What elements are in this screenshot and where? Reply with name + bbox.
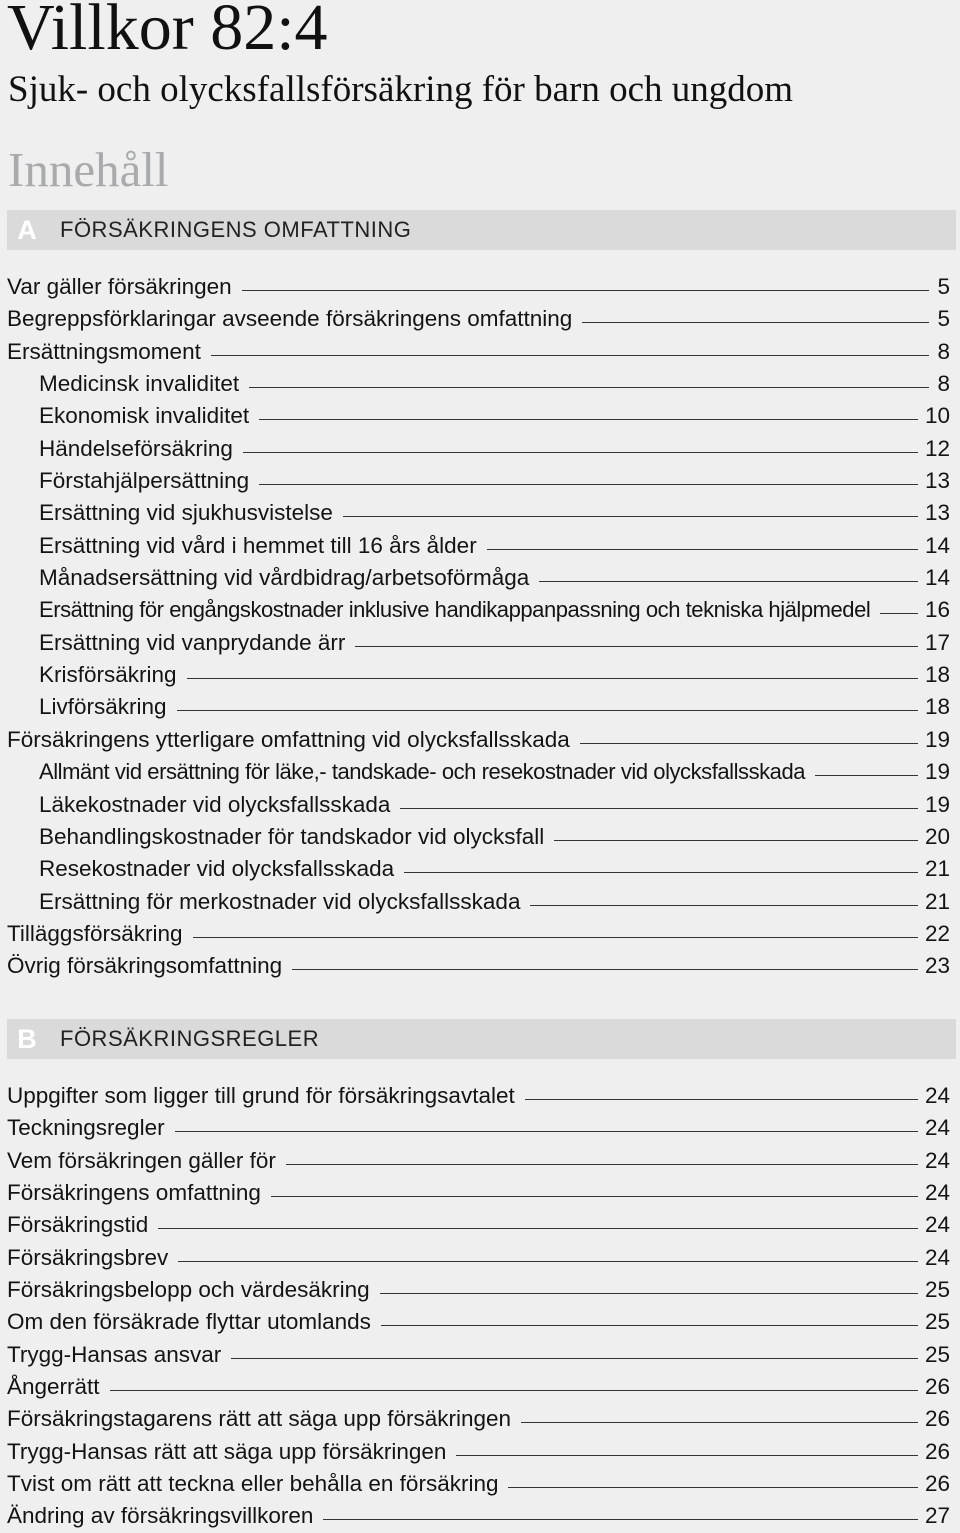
toc-entry-page: 24 bbox=[924, 1083, 950, 1108]
toc-entry-page: 27 bbox=[924, 1503, 950, 1529]
toc-entry-page: 18 bbox=[924, 694, 950, 720]
dot-leader bbox=[880, 613, 918, 614]
dot-leader bbox=[187, 678, 918, 679]
toc-entry[interactable] bbox=[7, 1209, 950, 1241]
toc-entry-label: Försäkringstagarens rätt att säga upp försäkringen bbox=[7, 1406, 512, 1432]
dot-leader bbox=[554, 840, 918, 841]
toc-entry-page: 26 bbox=[924, 1438, 950, 1464]
toc-entry-page: 14 bbox=[924, 532, 950, 558]
toc-entry-page: 25 bbox=[924, 1277, 950, 1303]
dot-leader bbox=[271, 1196, 918, 1197]
toc-entry[interactable] bbox=[7, 1274, 950, 1306]
toc-entry-label: Månadsersättning vid vårdbidrag/arbetsoförmåga bbox=[39, 565, 530, 591]
section-b-toc bbox=[7, 1080, 950, 1533]
toc-entry-label: Ersättning för merkostnader vid olycksfallsskada bbox=[39, 888, 521, 914]
section-a-toc bbox=[7, 271, 950, 983]
toc-entry-page: 24 bbox=[924, 1244, 950, 1270]
dot-leader bbox=[381, 1325, 918, 1326]
toc-entry-page: 5 bbox=[937, 274, 950, 299]
toc-entry[interactable] bbox=[7, 1403, 950, 1435]
contents-heading: Innehåll bbox=[8, 142, 169, 197]
dot-leader bbox=[286, 1164, 918, 1165]
dot-leader bbox=[177, 710, 918, 711]
toc-subentry[interactable] bbox=[7, 433, 950, 465]
toc-entry-label: Allmänt vid ersättning för läke,- tandskade- och resekostnader vid olycksfallsskada bbox=[39, 759, 806, 785]
toc-entry[interactable] bbox=[7, 1112, 950, 1144]
toc-subentry[interactable] bbox=[7, 627, 950, 659]
section-a-header bbox=[7, 210, 956, 250]
toc-entry-page: 19 bbox=[924, 726, 950, 752]
toc-entry-page: 20 bbox=[924, 823, 950, 849]
toc-entry-page: 13 bbox=[924, 500, 950, 526]
section-b-title: FÖRSÄKRINGSREGLER bbox=[60, 1026, 320, 1051]
toc-entry-page: 21 bbox=[924, 888, 950, 914]
dot-leader bbox=[343, 516, 918, 517]
toc-entry-page: 21 bbox=[924, 856, 950, 882]
dot-leader bbox=[530, 905, 918, 906]
toc-entry[interactable] bbox=[7, 271, 950, 303]
toc-entry[interactable] bbox=[7, 1371, 950, 1403]
toc-entry-page: 24 bbox=[924, 1212, 950, 1238]
dot-leader bbox=[582, 322, 929, 323]
toc-entry-label: Medicinsk invaliditet bbox=[39, 371, 240, 397]
dot-leader bbox=[211, 355, 929, 356]
toc-entry[interactable] bbox=[7, 303, 950, 335]
toc-entry-label: Trygg-Hansas rätt att säga upp försäkringen bbox=[7, 1438, 447, 1464]
toc-subentry[interactable] bbox=[7, 562, 950, 594]
toc-entry-label: Livförsäkring bbox=[39, 694, 167, 720]
dot-leader bbox=[580, 743, 918, 744]
toc-entry-label: Ersättning för engångskostnader inklusive handikappanpassning och tekniska hjälpmedel bbox=[39, 597, 871, 623]
toc-subentry[interactable] bbox=[7, 659, 950, 691]
dot-leader bbox=[110, 1390, 918, 1391]
toc-subentry[interactable] bbox=[7, 821, 950, 853]
toc-entry-page: 25 bbox=[924, 1341, 950, 1367]
dot-leader bbox=[456, 1455, 918, 1456]
toc-entry-page: 26 bbox=[924, 1374, 950, 1400]
toc-entry-label: Begreppsförklaringar avseende försäkringens omfattning bbox=[7, 306, 573, 332]
toc-subentry[interactable] bbox=[7, 465, 950, 497]
toc-entry[interactable] bbox=[7, 1145, 950, 1177]
toc-entry-label: Försäkringens omfattning bbox=[7, 1180, 261, 1206]
toc-entry[interactable] bbox=[7, 724, 950, 756]
toc-entry-page: 16 bbox=[924, 597, 950, 623]
toc-entry-label: Ersättning vid vård i hemmet till 16 års ålder bbox=[39, 532, 477, 558]
toc-entry-label: Vem försäkringen gäller för bbox=[7, 1147, 276, 1173]
toc-entry-label: Försäkringstid bbox=[7, 1212, 149, 1238]
toc-entry-page: 24 bbox=[924, 1147, 950, 1173]
dot-leader bbox=[380, 1293, 918, 1294]
toc-entry-page: 26 bbox=[924, 1471, 950, 1497]
section-b-letter: B bbox=[17, 1023, 37, 1054]
toc-entry-page: 8 bbox=[937, 371, 950, 397]
toc-entry[interactable] bbox=[7, 336, 950, 368]
toc-subentry[interactable] bbox=[7, 368, 950, 400]
toc-entry-label: Ersättning vid sjukhusvistelse bbox=[39, 500, 333, 526]
toc-entry[interactable] bbox=[7, 918, 950, 950]
toc-entry-page: 19 bbox=[924, 791, 950, 817]
section-a-title: FÖRSÄKRINGENS OMFATTNING bbox=[60, 217, 412, 242]
dot-leader bbox=[815, 775, 918, 776]
toc-entry-label: Ersättning vid vanprydande ärr bbox=[39, 629, 346, 655]
toc-entry[interactable] bbox=[7, 1080, 950, 1112]
toc-entry-page: 14 bbox=[924, 565, 950, 591]
toc-entry[interactable] bbox=[7, 950, 950, 982]
dot-leader bbox=[539, 581, 918, 582]
toc-entry-label: Uppgifter som ligger till grund för försäkringsavtalet bbox=[7, 1083, 515, 1108]
dot-leader bbox=[521, 1422, 918, 1423]
dot-leader bbox=[231, 1358, 918, 1359]
dot-leader bbox=[193, 937, 918, 938]
toc-subentry[interactable] bbox=[7, 530, 950, 562]
toc-entry-label: Försäkringsbrev bbox=[7, 1244, 169, 1270]
toc-entry-page: 10 bbox=[924, 403, 950, 429]
toc-entry-label: Teckningsregler bbox=[7, 1115, 165, 1141]
toc-entry-label: Läkekostnader vid olycksfallsskada bbox=[39, 791, 391, 817]
toc-subentry[interactable] bbox=[7, 691, 950, 723]
toc-subentry[interactable] bbox=[7, 400, 950, 432]
toc-entry-label: Ångerrätt bbox=[7, 1374, 100, 1400]
toc-subentry[interactable] bbox=[7, 756, 950, 788]
toc-subentry[interactable] bbox=[7, 886, 950, 918]
toc-subentry[interactable] bbox=[7, 853, 950, 885]
document-subtitle: Sjuk- och olycksfallsförsäkring för barn och ungdom bbox=[8, 69, 794, 110]
toc-entry-label: Övrig försäkringsomfattning bbox=[7, 953, 283, 979]
dot-leader bbox=[242, 290, 929, 291]
toc-entry-label: Förstahjälpersättning bbox=[39, 468, 250, 494]
toc-entry[interactable] bbox=[7, 1468, 950, 1500]
toc-entry-label: Försäkringens ytterligare omfattning vid olycksfallsskada bbox=[7, 726, 570, 752]
dot-leader bbox=[158, 1228, 918, 1229]
dot-leader bbox=[249, 387, 929, 388]
toc-entry-label: Krisförsäkring bbox=[39, 662, 177, 688]
dot-leader bbox=[400, 808, 918, 809]
toc-entry[interactable] bbox=[7, 1242, 950, 1274]
dot-leader bbox=[292, 969, 918, 970]
dot-leader bbox=[243, 452, 918, 453]
document-title: Villkor 82:4 bbox=[7, 0, 328, 64]
toc-entry-page: 5 bbox=[937, 306, 950, 332]
toc-subentry[interactable] bbox=[7, 594, 950, 626]
toc-entry-page: 12 bbox=[924, 435, 950, 461]
toc-entry-page: 13 bbox=[924, 468, 950, 494]
toc-entry[interactable] bbox=[7, 1306, 950, 1338]
dot-leader bbox=[323, 1519, 918, 1520]
toc-entry-page: 26 bbox=[924, 1406, 950, 1432]
dot-leader bbox=[259, 484, 918, 485]
dot-leader bbox=[404, 872, 918, 873]
toc-entry-label: Ändring av försäkringsvillkoren bbox=[7, 1503, 314, 1529]
toc-entry-page: 18 bbox=[924, 662, 950, 688]
toc-entry-page: 23 bbox=[924, 953, 950, 979]
toc-entry[interactable] bbox=[7, 1436, 950, 1468]
toc-entry-label: Om den försäkrade flyttar utomlands bbox=[7, 1309, 371, 1335]
dot-leader bbox=[508, 1487, 917, 1488]
toc-entry-page: 24 bbox=[924, 1115, 950, 1141]
toc-entry-page: 19 bbox=[924, 759, 950, 785]
toc-entry-label: Ersättningsmoment bbox=[7, 338, 201, 364]
toc-entry-page: 25 bbox=[924, 1309, 950, 1335]
section-b-header bbox=[7, 1019, 956, 1059]
dot-leader bbox=[178, 1261, 918, 1262]
toc-subentry[interactable] bbox=[7, 497, 950, 529]
toc-entry-page: 24 bbox=[924, 1180, 950, 1206]
toc-entry-label: Försäkringsbelopp och värdesäkring bbox=[7, 1277, 370, 1303]
toc-entry-page: 8 bbox=[937, 338, 950, 364]
toc-entry-label: Händelseförsäkring bbox=[39, 435, 233, 461]
toc-entry-label: Trygg-Hansas ansvar bbox=[7, 1341, 222, 1367]
toc-entry-label: Tvist om rätt att teckna eller behålla en försäkring bbox=[7, 1471, 499, 1497]
dot-leader bbox=[487, 549, 918, 550]
toc-entry[interactable] bbox=[7, 1500, 950, 1532]
toc-entry-label: Tilläggsförsäkring bbox=[7, 920, 183, 946]
toc-entry-label: Var gäller försäkringen bbox=[7, 274, 232, 299]
toc-entry-label: Resekostnader vid olycksfallsskada bbox=[39, 856, 395, 882]
dot-leader bbox=[259, 419, 918, 420]
section-a-letter: A bbox=[17, 214, 37, 245]
toc-entry-page: 22 bbox=[924, 920, 950, 946]
toc-entry[interactable] bbox=[7, 1339, 950, 1371]
dot-leader bbox=[525, 1099, 918, 1100]
toc-entry-page: 17 bbox=[924, 629, 950, 655]
toc-entry[interactable] bbox=[7, 1177, 950, 1209]
toc-subentry[interactable] bbox=[7, 789, 950, 821]
dot-leader bbox=[175, 1131, 918, 1132]
dot-leader bbox=[355, 646, 918, 647]
toc-entry-label: Behandlingskostnader för tandskador vid olycksfall bbox=[39, 823, 545, 849]
toc-entry-label: Ekonomisk invaliditet bbox=[39, 403, 250, 429]
